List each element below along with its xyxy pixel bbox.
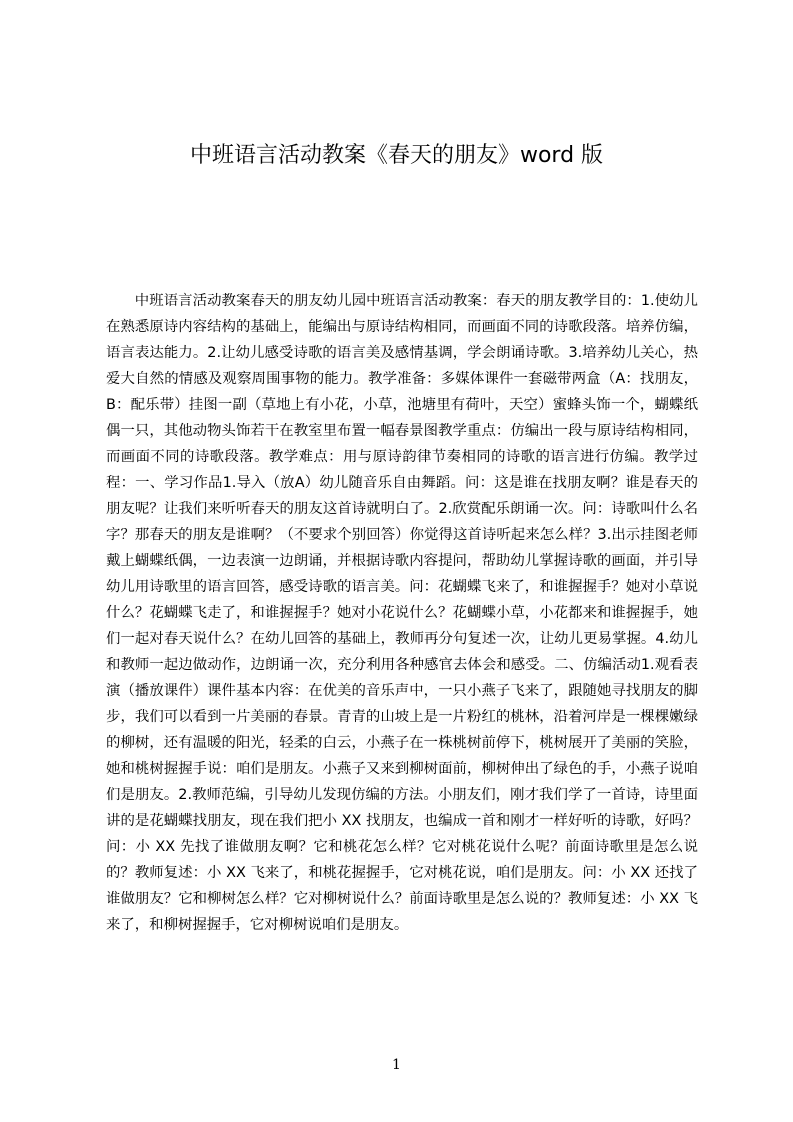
body-paragraph: 中班语言活动教案春天的朋友幼儿园中班语言活动教案：春天的朋友教学目的：1.使幼儿在熟悉原诗内容结构的基础上，能编出与原诗结构相同，而画面不同的诗歌段落。培养仿编，语言表达能力。2.让幼儿感受诗歌的语言美及感情基调，学会朗诵诗歌。3.培养幼儿关心，热爱大自然的情感及观察周围事物的能力。教学准备：多媒体课件一套磁带两盒（A：找朋友，B：配乐带）挂图一副（草地上有小花，小草，池塘里有荷叶，天空）蜜蜂头饰一个，蝴蝶纸偶一只，其他动物头饰若干在教室里布置一幅春景图教学重点：仿编出一段与原诗结构相同，而画面不同的诗歌段落。教学难点：用与原诗韵律节奏相同的诗歌的语言进行仿编。教学过程：一、学习作品1.导入（放A）幼儿随音乐自由舞蹈。问：这是谁在找朋友啊？谁是春天的朋友呢？让我们来听听春天的朋友这首诗就明白了。2.欣赏配乐朗诵一次。问：诗歌叫什么名字？那春天的朋友是谁啊？（不要求个别回答）你觉得这首诗听起来怎么样？3.出示挂图老师戴上蝴蝶纸偶，一边表演一边朗诵，并根据诗歌内容提问，帮助幼儿掌握诗歌的画面，并引导幼儿用诗歌里的语言回答，感受诗歌的语言美。问：花蝴蝶飞来了，和谁握握手？她对小草说什么？花蝴蝶飞走了，和谁握握手？她对小花说什么？花蝴蝶小草，小花都来和谁握握手，她们一起对春天说什么？在幼儿回答的基础上，教师再分句复述一次，让幼儿更易掌握。4.幼儿和教师一起边做动作，边朗诵一次，充分利用各种感官去体会和感受。二、仿编活动1.观看表演（播放课件）课件基本内容：在优美的音乐声中，一只小燕子飞来了，跟随她寻找朋友的脚步，我们可以看到一片美丽的春景。青青的山坡上是一片粉红的桃林，沿着河岸是一棵棵嫩绿的柳树，还有温暖的阳光，轻柔的白云，小燕子在一株桃树前停下，桃树展开了美丽的笑脸，她和桃树握握手说：咱们是朋友。小燕子又来到柳树面前，柳树伸出了绿色的手，小燕子说咱们是朋友。2.教师范编，引导幼儿发现仿编的方法。小朋友们，刚才我们学了一首诗，诗里面讲的是花蝴蝶找朋友，现在我们把小 XX 找朋友，也编成一首和刚才一样好听的诗歌，好吗？问：小 XX 先找了谁做朋友啊？它和桃花怎么样？它对桃花说什么呢？前面诗歌里是怎么说的？教师复述：小 XX 飞来了，和桃花握握手，它对桃花说，咱们是朋友。问：小 XX 还找了谁做朋友？它和柳树怎么样？它对柳树说什么？前面诗歌里是怎么说的？教师复述：小 XX 飞来了，和柳树握握手，它对柳树说咱们是朋友。 (106, 293, 698, 933)
page-title: 中班语言活动教案《春天的朋友》word 版 (189, 143, 604, 168)
page-number: 1 (392, 1057, 401, 1073)
